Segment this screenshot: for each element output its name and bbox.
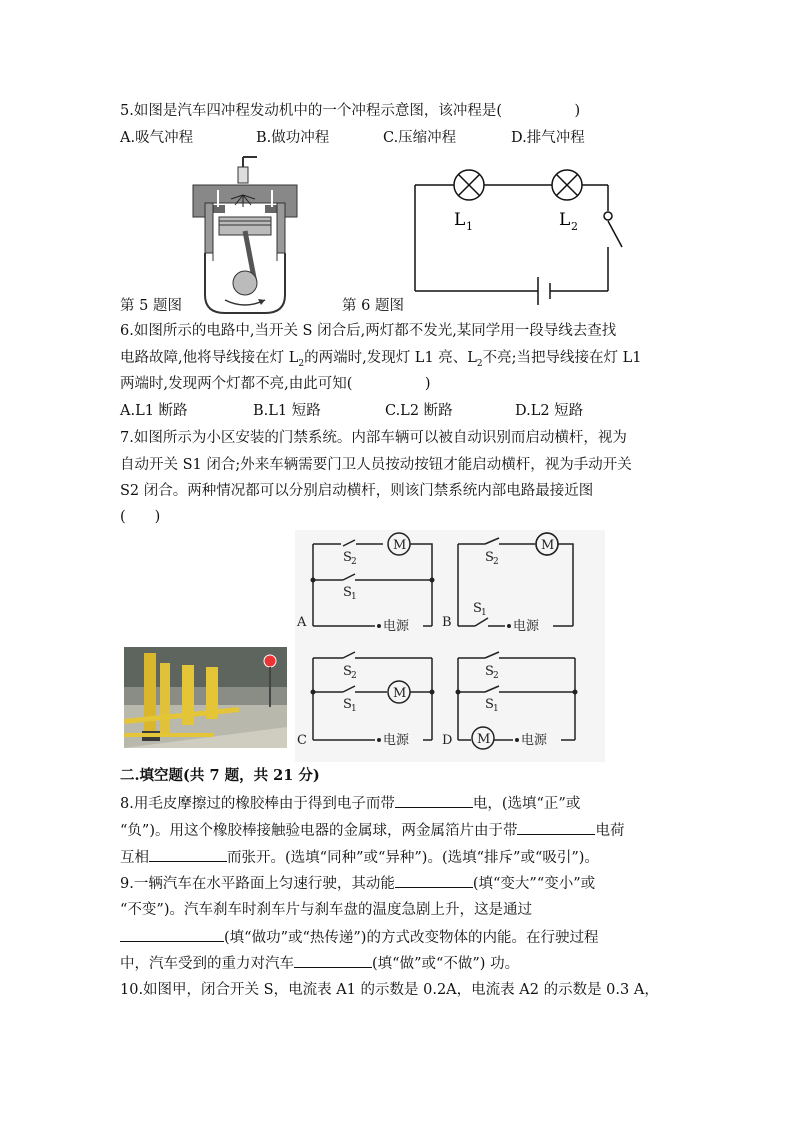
q6-line-2-sub2: 2 bbox=[476, 358, 483, 369]
lamp2-label: L bbox=[559, 210, 571, 230]
d-motor-label: M bbox=[477, 732, 491, 747]
q8-line-1-b: 电，(选填“正”或 bbox=[472, 796, 581, 812]
q8-blank-2[interactable] bbox=[517, 820, 595, 835]
b-motor-label: M bbox=[541, 538, 555, 553]
q7-circuit-options bbox=[295, 530, 605, 762]
b-s2-sub: 2 bbox=[493, 557, 499, 567]
q5-option-d: D.排气冲程 bbox=[511, 130, 585, 146]
q8-line-3-b: 而张开。(选填“同种”或“异种”)。(选填“排斥”或“吸引”)。 bbox=[227, 850, 599, 866]
q6-line-3: 两端时,发现两个灯都不亮,由此可知( ) bbox=[120, 376, 431, 392]
q6-option-b: B.L1 短路 bbox=[253, 403, 321, 419]
a-power-label: 电源 bbox=[383, 619, 410, 634]
a-s2-sub: 2 bbox=[351, 557, 357, 567]
q9-blank-3[interactable] bbox=[294, 953, 372, 968]
q8-blank-3[interactable] bbox=[149, 847, 227, 862]
engine-stroke-figure bbox=[185, 155, 310, 315]
d-s2-sub: 2 bbox=[493, 671, 499, 681]
b-power-label: 电源 bbox=[513, 619, 540, 634]
q9-line-1-b: (填“变大”“变小”或 bbox=[472, 876, 596, 892]
q5-stem: 5.如图是汽车四冲程发动机中的一个冲程示意图，该冲程是( ) bbox=[120, 103, 581, 119]
q9-line-4-b: (填“做”或“不做”) 功。 bbox=[372, 956, 520, 972]
q8-line-2-b: 电荷 bbox=[595, 823, 625, 839]
q7-line-1: 7.如图所示为小区安装的门禁系统。内部车辆可以被自动识别而启动横杆，视为 bbox=[120, 430, 627, 446]
d-s1-sub: 1 bbox=[493, 704, 499, 714]
option-c-label: C bbox=[297, 733, 307, 748]
d-s2-label: S bbox=[485, 664, 494, 679]
q6-line-2-b: 的两端时,发现灯 L1 亮、L bbox=[304, 350, 477, 366]
q6-line-2-a: 电路故障,他将导线接在灯 L bbox=[120, 350, 299, 366]
a-s1-label: S bbox=[343, 585, 352, 600]
q9-line-1-a: 9.一辆汽车在水平路面上匀速行驶，其动能 bbox=[120, 876, 395, 892]
q9-blank-1[interactable] bbox=[395, 873, 473, 888]
section-2-heading: 二.填空题(共 7 题，共 21 分) bbox=[120, 767, 320, 784]
q6-figure-caption: 第 6 题图 bbox=[342, 298, 404, 314]
q5-option-b: B.做功冲程 bbox=[256, 130, 330, 146]
a-s2-label: S bbox=[343, 550, 352, 565]
q5-option-a: A.吸气冲程 bbox=[120, 130, 194, 146]
q6-option-a: A.L1 断路 bbox=[120, 403, 188, 419]
q7-line-3: S2 闭合。两种情况都可以分别启动横杆，则该门禁系统内部电路最接近图 bbox=[120, 483, 594, 499]
option-a-label: A bbox=[297, 615, 307, 630]
q8-line-2 bbox=[120, 820, 624, 841]
c-motor-label: M bbox=[393, 686, 407, 701]
q8-line-3 bbox=[120, 847, 599, 868]
c-s1-label: S bbox=[343, 697, 352, 712]
lamp1-label: L bbox=[454, 210, 466, 230]
c-power-label: 电源 bbox=[383, 733, 410, 748]
q6-option-d: D.L2 短路 bbox=[515, 403, 584, 419]
q10-line-1: 10.如图甲，闭合开关 S，电流表 A1 的示数是 0.2A，电流表 A2 的示数是 0.3 A， bbox=[120, 982, 659, 998]
q8-blank-1[interactable] bbox=[395, 793, 473, 808]
q9-line-4-a: 中，汽车受到的重力对汽车 bbox=[120, 956, 294, 972]
q9-line-2: “不变”)。汽车刹车时刹车片与刹车盘的温度急剧上升，这是通过 bbox=[120, 902, 532, 918]
c-s2-label: S bbox=[343, 664, 352, 679]
c-s1-sub: 1 bbox=[351, 704, 357, 714]
q6-line-2-sub: 2 bbox=[298, 358, 305, 369]
option-d-label: D bbox=[442, 733, 453, 748]
gate-photo bbox=[124, 647, 287, 748]
q9-line-4 bbox=[120, 953, 519, 974]
d-s1-label: S bbox=[485, 697, 494, 712]
q8-line-2-a: “负”)。用这个橡胶棒接触验电器的金属球，两金属箔片由于带 bbox=[120, 823, 518, 839]
q9-line-3 bbox=[120, 927, 598, 948]
q6-line-2 bbox=[120, 348, 642, 374]
q8-line-3-a: 互相 bbox=[120, 850, 149, 866]
q6-circuit-figure bbox=[410, 165, 635, 310]
q9-line-1 bbox=[120, 873, 595, 894]
q6-option-c: C.L2 断路 bbox=[385, 403, 453, 419]
q9-blank-2[interactable] bbox=[120, 927, 224, 942]
q5-figure-caption: 第 5 题图 bbox=[120, 298, 182, 314]
q7-line-4: ( ) bbox=[120, 509, 161, 525]
option-b-label: B bbox=[442, 615, 452, 630]
a-s1-sub: 1 bbox=[351, 592, 357, 602]
q8-line-1 bbox=[120, 793, 580, 814]
b-s1-label: S bbox=[473, 601, 482, 616]
lamp2-subscript: 2 bbox=[571, 220, 578, 233]
a-motor-label: M bbox=[393, 538, 407, 553]
q7-line-2: 自动开关 S1 闭合;外来车辆需要门卫人员按动按钮才能启动横杆，视为手动开关 bbox=[120, 457, 632, 473]
q8-line-1-a: 8.用毛皮摩擦过的橡胶棒由于得到电子而带 bbox=[120, 796, 395, 812]
q6-line-1: 6.如图所示的电路中,当开关 S 闭合后,两灯都不发光,某同学用一段导线去查找 bbox=[120, 323, 617, 339]
q9-line-3-b: (填“做功”或“热传递”)的方式改变物体的内能。在行驶过程 bbox=[224, 930, 599, 946]
q5-option-c: C.压缩冲程 bbox=[383, 130, 457, 146]
q6-line-2-c: 不亮;当把导线接在灯 L1 bbox=[482, 350, 642, 366]
lamp1-subscript: 1 bbox=[466, 220, 473, 233]
b-s1-sub: 1 bbox=[481, 608, 487, 618]
b-s2-label: S bbox=[485, 550, 494, 565]
d-power-label: 电源 bbox=[521, 733, 548, 748]
c-s2-sub: 2 bbox=[351, 671, 357, 681]
